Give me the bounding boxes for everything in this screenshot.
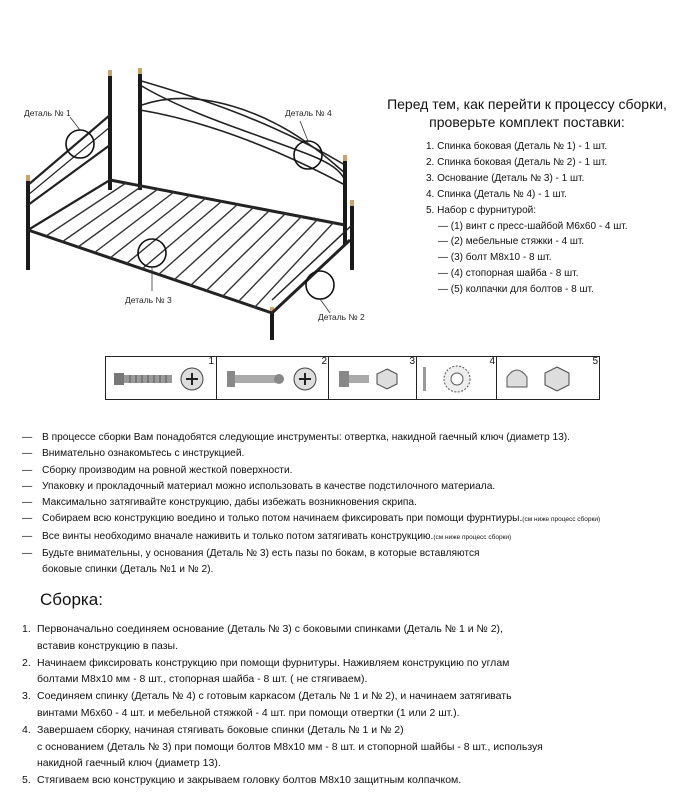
connector-icon — [217, 357, 329, 399]
part-number: 2 — [321, 356, 327, 367]
note-item: — Максимально затягивайте конструкцию, дабы избежать возникновения скрипа. — [22, 497, 417, 509]
kit-item: — (1) винт с пресс-шайбой М6х60 - 4 шт. — [438, 220, 628, 232]
note-item: — Внимательно ознакомьтесь с инструкцией. — [22, 448, 245, 460]
lock-washer-icon — [417, 357, 497, 399]
note-text: Собираем всю конструкцию воедино и только потом начинаем фиксировать при помощи фурнтиуры. — [42, 513, 523, 525]
step-text: Начинаем фиксировать конструкцию при помощи фурнитуры. Наживляем конструкцию по углам — [37, 656, 510, 669]
kit-item: — (5) колпачки для болтов - 8 шт. — [438, 284, 594, 296]
kit-checklist — [426, 139, 628, 298]
step-item: 5. Стягиваем всю конструкцию и закрываем головку болтов М8х10 защитным колпачком. — [22, 774, 462, 787]
notes-list — [22, 430, 692, 579]
note-item: — Упаковку и прокладочный материал можно использовать в качестве подстилочного материала. — [22, 480, 496, 492]
note-hint: (см ниже процесс сборки) — [522, 516, 601, 524]
note-text: Упаковку и прокладочный материал можно использовать в качестве подстилочного материала. — [42, 480, 496, 492]
step-text-cont: винтами М6х60 - 4 шт. и мебельной стяжкой - 4 шт. при помощи отвертки (1 или 2 шт.). — [37, 706, 460, 719]
part-connector-box — [216, 357, 329, 399]
step-item: 2. Начинаем фиксировать конструкцию при помощи фурнитуры. Наживляем конструкцию по углам — [22, 656, 510, 669]
note-item: — Собираем всю конструкцию воедино и только потом начинаем фиксировать при помощи фурнтиуры.(см ниже процесс сборки) — [22, 513, 601, 525]
note-text: Сборку производим на ровной жесткой поверхности. — [42, 464, 293, 476]
hardware-strip — [105, 356, 600, 400]
intro-line-2: проверьте комплект поставки: — [429, 114, 625, 130]
label-detail-1: Деталь № 1 — [24, 108, 71, 118]
step-text-cont: болтами М8х10 мм - 8 шт., стопорная шайба - 8 шт. ( не стягиваем). — [37, 673, 368, 686]
note-item: — Сборку производим на ровной жесткой поверхности. — [22, 464, 293, 476]
bed-diagram — [10, 55, 360, 355]
checklist-item: 1. Спинка боковая (Деталь № 1) - 1 шт. — [426, 141, 608, 152]
assembly-title: Сборка: — [40, 590, 103, 609]
note-text: В процессе сборки Вам понадобятся следующие инструменты: отвертка, накидной гаечный ключ (диаметр 13). — [42, 432, 571, 443]
label-detail-2: Деталь № 2 — [318, 312, 365, 322]
step-item: 3. Соединяем спинку (Деталь № 4) с готовым каркасом (Деталь № 1 и № 2), и начинаем затягивать — [22, 690, 512, 703]
step-text-cont: накидной гаечный ключ (диаметр 13). — [37, 757, 221, 770]
step-text-cont: с основанием (Деталь № 3) при помощи болтов М8х10 мм - 8 шт. и стопорной шайбы - 8 шт., используя — [37, 740, 543, 753]
step-item: 4. Завершаем сборку, начиная стягивать боковые спинки (Деталь № 1 и № 2) — [22, 723, 404, 736]
step-text: Соединяем спинку (Деталь № 4) с готовым каркасом (Деталь № 1 и № 2), и начинаем затягивать — [37, 690, 512, 703]
step-text: Первоначально соединяем основание (Деталь № 3) с боковыми спинками (Деталь № 1 и № 2), — [37, 623, 503, 635]
bolt-icon — [329, 357, 417, 399]
label-detail-3: Деталь № 3 — [125, 295, 172, 305]
step-item: 1. Первоначально соединяем основание (Деталь № 3) с боковыми спинками (Деталь № 1 и № 2), — [22, 623, 503, 635]
part-number: 4 — [489, 356, 495, 367]
part-bolt-box — [328, 357, 417, 399]
kit-item: — (3) болт М8х10 - 8 шт. — [438, 252, 552, 264]
note-item: — В процессе сборки Вам понадобятся следующие инструменты: отвертка, накидной гаечный ключ (диаметр 13). — [22, 432, 571, 443]
note-text: Внимательно ознакомьтесь с инструкцией. — [42, 448, 245, 460]
kit-item: — (2) мебельные стяжки - 4 шт. — [438, 236, 585, 248]
kit-item: — (4) стопорная шайба - 8 шт. — [438, 268, 579, 280]
checklist-item: 3. Основание (Деталь № 3) - 1 шт. — [426, 172, 585, 184]
note-text: Максимально затягивайте конструкцию, дабы избежать возникновения скрипа. — [42, 497, 417, 509]
part-cap-box — [496, 357, 600, 399]
note-item: — Будьте внимательны, у основания (Деталь № 3) есть пазы по бокам, в которые вставляются — [22, 548, 480, 560]
step-text: Стягиваем всю конструкцию и закрываем головку болтов М8х10 защитным колпачком. — [37, 774, 462, 787]
intro-line-1: Перед тем, как перейти к процессу сборки, — [387, 96, 667, 112]
checklist-item: 5. Набор с фурнитурой: — [426, 204, 537, 216]
note-hint: (см ниже процесс сборки) — [433, 533, 512, 541]
note-text: Будьте внимательны, у основания (Деталь № 3) есть пазы по бокам, в которые вставляются — [42, 548, 480, 560]
checklist-item: 2. Спинка боковая (Деталь № 2) - 1 шт. — [426, 156, 608, 168]
label-detail-4: Деталь № 4 — [285, 108, 332, 118]
note-text-cont: боковые спинки (Деталь №1 и № 2). — [42, 564, 214, 576]
note-text: Все винты необходимо вначале наживить и только потом затягивать конструкцию. — [42, 530, 434, 542]
step-text: Завершаем сборку, начиная стягивать боковые спинки (Деталь № 1 и № 2) — [37, 723, 404, 736]
part-number: 5 — [592, 356, 598, 367]
part-washer-box — [416, 357, 497, 399]
part-screw-box — [106, 357, 216, 399]
note-item: — Все винты необходимо вначале наживить и только потом затягивать конструкцию.(см ниже процесс сборки) — [22, 530, 512, 542]
part-number: 1 — [208, 356, 214, 367]
assembly-steps — [22, 621, 692, 789]
step-text-cont: вставив конструкцию в пазы. — [37, 639, 179, 652]
screw-icon — [106, 357, 216, 399]
part-number: 3 — [409, 356, 415, 367]
checklist-item: 4. Спинка (Деталь № 4) - 1 шт. — [426, 188, 567, 200]
bolt-cap-icon — [497, 357, 600, 399]
